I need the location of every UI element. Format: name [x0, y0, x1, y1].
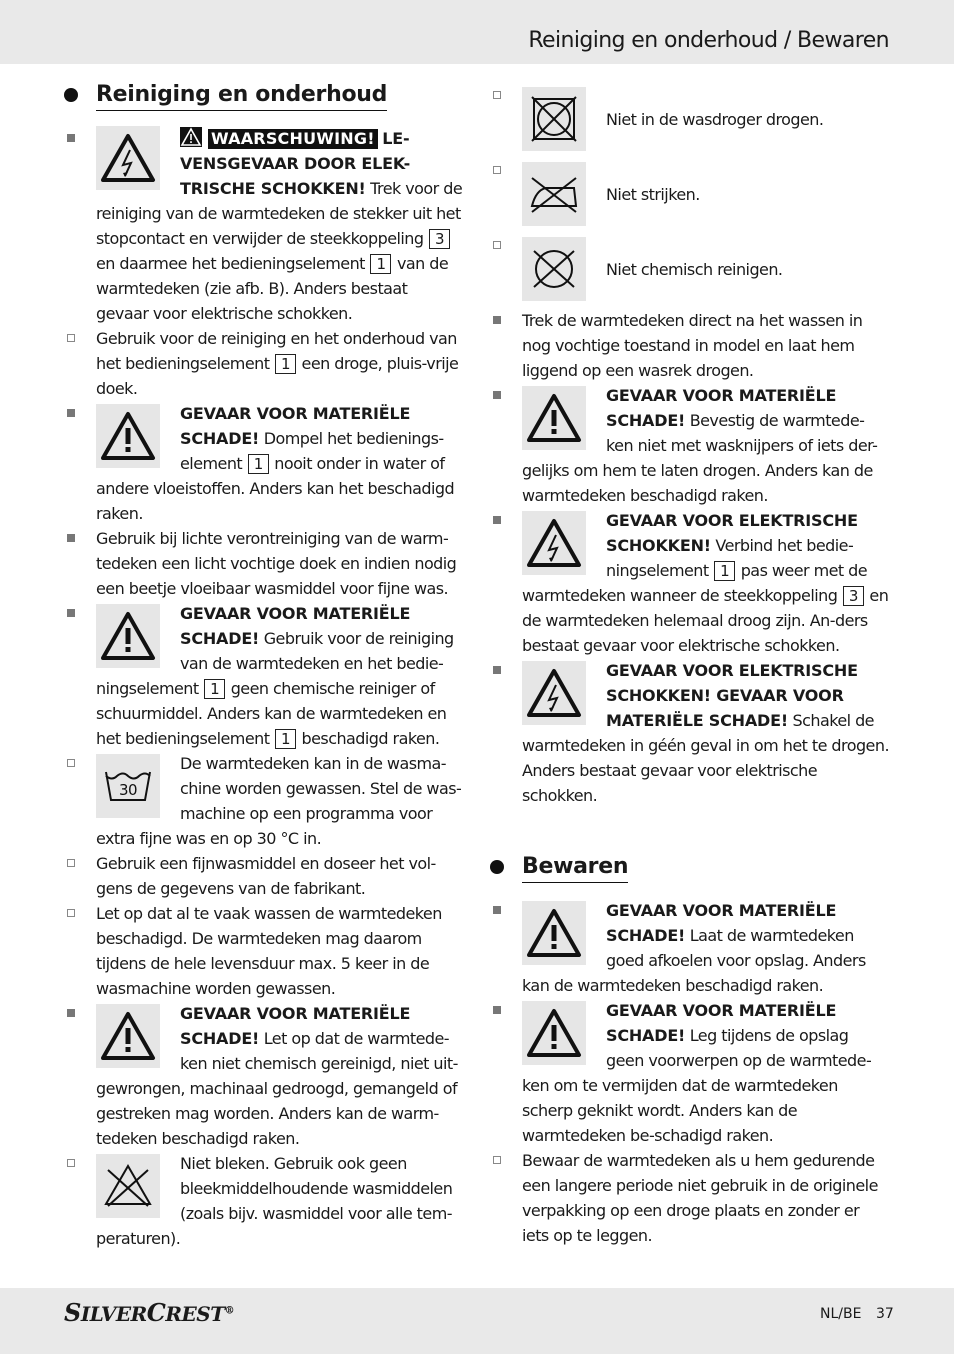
- list-item: Gebruik voor de reiniging en het onderhoud van het bedieningselement 1 een droge, pluis-vrije doek.: [96, 326, 464, 401]
- no-dry-clean-icon: [522, 237, 586, 301]
- part-ref: 1: [370, 254, 391, 274]
- part-ref: 1: [248, 454, 269, 474]
- part-ref: 1: [275, 729, 296, 749]
- bullet-icon: [493, 906, 501, 914]
- bullet-icon: [493, 516, 501, 524]
- part-ref: 1: [714, 561, 735, 581]
- section-heading-cleaning: Reiniging en onderhoud: [96, 83, 464, 115]
- list-item: Gebruik een fijnwasmiddel en doseer het vol-gens de gegevens van de fabrikant.: [96, 851, 464, 901]
- warning-triangle-icon: [522, 386, 586, 450]
- electric-shock-warning-icon: [96, 126, 160, 190]
- list-item: GEVAAR VOOR MATERIËLE SCHADE! Leg tijdens de opslag geen voorwerpen op de warmtede-ken om te vermijden dat de warmtedeken scherp geknikt wordt. Anders kan de warmtedeken be-schadigd raken.: [522, 998, 890, 1148]
- bullet-icon: [493, 1156, 501, 1164]
- page-title: Reiniging en onderhoud / Bewaren: [528, 28, 889, 53]
- list-item: Gebruik bij lichte verontreiniging van de warm-tedeken een licht vochtige doek en indien nodig een beetje vloeibaar wasmiddel voor fijne was.: [96, 526, 464, 601]
- do-not-bleach-icon: [96, 1154, 160, 1218]
- bullet-icon: [67, 609, 75, 617]
- warning-triangle-icon: [96, 404, 160, 468]
- part-ref: 3: [429, 229, 450, 249]
- list-item: Niet strijken.: [522, 158, 890, 233]
- page-number: 37: [876, 1306, 894, 1322]
- section-heading-storage: Bewaren: [522, 855, 890, 887]
- part-ref: 1: [204, 679, 225, 699]
- list-item: Trek de warmtedeken direct na het wassen in nog vochtige toestand in model en laat hem liggend op een wasrek drogen.: [522, 308, 890, 383]
- bullet-icon: [67, 334, 75, 342]
- list-item: GEVAAR VOOR ELEKTRISCHE SCHOKKEN! GEVAAR VOOR MATERIËLE SCHADE! Schakel de warmtedeken in géén geval in om het te drogen. Anders bestaat gevaar voor elektrische schokken.: [522, 658, 890, 808]
- list-item: 30 De warmtedeken kan in de wasma-chine worden gewassen. Stel de was-machine op een programma voor extra fijne was en op 30 °C in.: [96, 751, 464, 851]
- list-item: Niet in de wasdroger drogen.: [522, 83, 890, 158]
- list-item: Let op dat al te vaak wassen de warmtedeken beschadigd. De warmtedeken mag daarom tijdens de hele levensduur max. 5 keer in de wasmachine worden gewassen.: [96, 901, 464, 1001]
- bullet-icon: [67, 1159, 75, 1167]
- warning-label: WAARSCHUWING!: [208, 129, 378, 149]
- list-item: Niet bleken. Gebruik ook geen bleekmiddelhoudende wasmiddelen (zoals bijv. wasmiddel voor alle tem-peraturen).: [96, 1151, 464, 1251]
- warning-triangle-icon: [96, 604, 160, 668]
- warning-triangle-icon: [522, 901, 586, 965]
- part-ref: 1: [275, 354, 296, 374]
- no-tumble-dry-icon: [522, 87, 586, 151]
- warning-triangle-icon: [522, 1001, 586, 1065]
- bullet-icon: [67, 1009, 75, 1017]
- electric-shock-warning-icon: [522, 661, 586, 725]
- bullet-icon: [67, 134, 75, 142]
- electric-shock-warning-icon: [522, 511, 586, 575]
- no-ironing-icon: [522, 162, 586, 226]
- list-item: GEVAAR VOOR MATERIËLE SCHADE! Dompel het bedienings-element 1 nooit onder in water of andere vloeistoffen. Anders kan het beschadigd raken.: [96, 401, 464, 526]
- bullet-icon: [67, 909, 75, 917]
- list-item: GEVAAR VOOR MATERIËLE SCHADE! Let op dat de warmtede-ken niet chemisch gereinigd, niet uit-gewrongen, machinaal gedroogd, gemangeld of gestreken mag worden. Anders kan de warm-tedeken beschadigd raken.: [96, 1001, 464, 1151]
- bullet-icon: [67, 759, 75, 767]
- list-item: Bewaar de warmtedeken als u hem gedurende een langere periode niet gebruik in de originele verpakking op een droge plaats en zonder er iets op te leggen.: [522, 1148, 890, 1248]
- bullet-icon: [493, 316, 501, 324]
- list-item: WAARSCHUWING! LE-VENSGEVAAR DOOR ELEK-TRISCHE SCHOKKEN! Trek voor de reiniging van de warmtedeken de stekker uit het stopcontact en verwijder de steekkoppeling 3 en daarmee het bedieningselement 1 van de warmtedeken (zie afb. B). Anders bestaat gevaar voor elektrische schokken.: [96, 126, 464, 326]
- footer-language: NL/BE: [820, 1306, 862, 1322]
- part-ref: 3: [843, 586, 864, 606]
- section-dot-icon: [490, 860, 504, 874]
- bullet-icon: [493, 241, 501, 249]
- wash-30-icon: [96, 754, 160, 818]
- list-item: GEVAAR VOOR MATERIËLE SCHADE! Laat de warmtedeken goed afkoelen voor opslag. Anders kan de warmtedeken beschadigd raken.: [522, 898, 890, 998]
- bullet-icon: [493, 91, 501, 99]
- list-item: Niet chemisch reinigen.: [522, 233, 890, 308]
- bullet-icon: [67, 859, 75, 867]
- bullet-icon: [493, 666, 501, 674]
- brand-logo: SILVERCREST®: [64, 1298, 235, 1327]
- warning-triangle-icon: [180, 127, 202, 147]
- bullet-icon: [67, 409, 75, 417]
- bullet-icon: [493, 166, 501, 174]
- warning-triangle-icon: [96, 1004, 160, 1068]
- list-item: GEVAAR VOOR MATERIËLE SCHADE! Gebruik voor de reiniging van de warmtedeken en het bedie-ningselement 1 geen chemische reiniger of schuurmiddel. Anders kan de warmtedeken en het bedieningselement 1 beschadigd raken.: [96, 601, 464, 751]
- list-item: GEVAAR VOOR MATERIËLE SCHADE! Bevestig de warmtede-ken niet met wasknijpers of iets der-gelijks om hem te laten drogen. Anders kan de warmtedeken beschadigd raken.: [522, 383, 890, 508]
- bullet-icon: [493, 1006, 501, 1014]
- bullet-icon: [493, 391, 501, 399]
- right-column: [522, 83, 890, 1248]
- bullet-icon: [67, 534, 75, 542]
- list-item: GEVAAR VOOR ELEKTRISCHE SCHOKKEN! Verbind het bedie-ningselement 1 pas weer met de warmtedeken wanneer de steekkoppeling 3 en de warmtedeken helemaal droog zijn. An-ders bestaat gevaar voor elektrische schokken.: [522, 508, 890, 658]
- left-column: [96, 83, 464, 1251]
- svg-text:30: 30: [119, 781, 137, 799]
- section-dot-icon: [64, 88, 78, 102]
